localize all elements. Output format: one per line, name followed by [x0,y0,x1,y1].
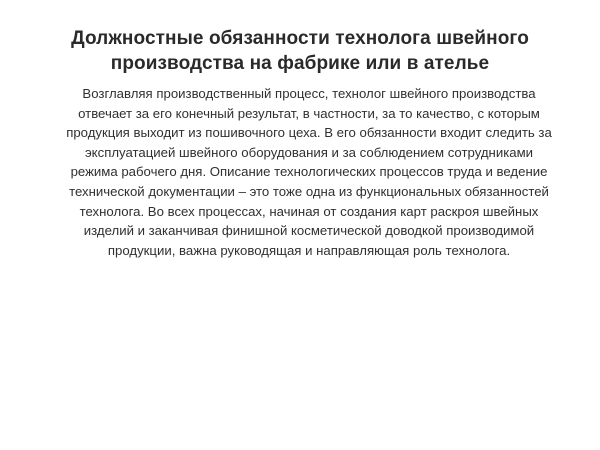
slide-title: Должностные обязанности технолога швейного производства на фабрике или в ателье [71,28,529,74]
slide-body-text: Возглавляя производственный процесс, технолог швейного производства отвечает за его конечный результат, в частности, за то качество, с которым продукция выходит из пошивочного цеха. В его обязанности входит следить за эксплуатацией швейного оборудования и за соблюдением сотрудниками режима рабочего дня. Описание технологических процессов труда и ведение технической документации – это тоже одна из функциональных обязанностей технолога. Во всех процессах, начиная от создания карт раскроя швейных изделий и заканчивая финишной косметической доводкой производимой продукции, важна руководящая и направляющая роль технолога. [66,86,552,258]
